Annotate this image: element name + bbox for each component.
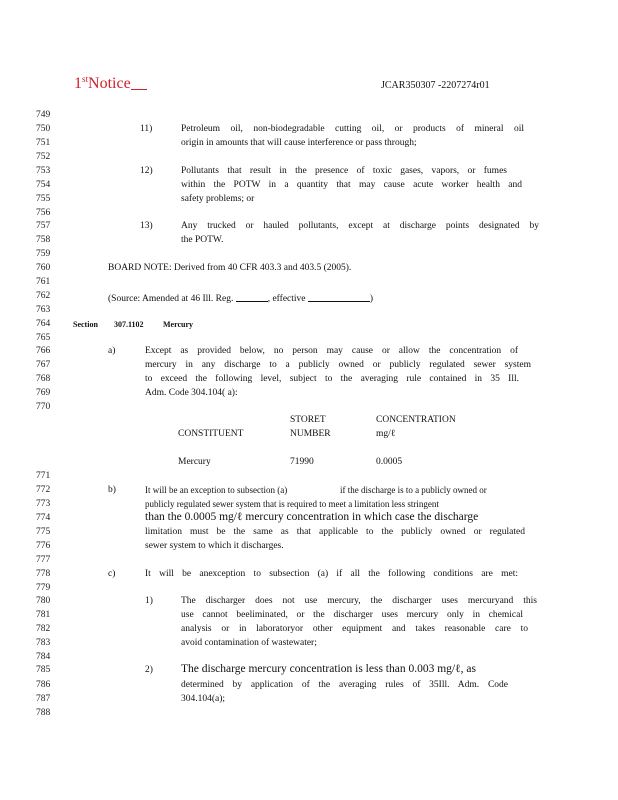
source-date-blank <box>308 291 370 302</box>
line-number: 781 <box>36 610 51 620</box>
line-number: 773 <box>36 499 51 509</box>
line-number: 769 <box>36 388 51 398</box>
line-number: 783 <box>36 638 51 648</box>
line-number: 776 <box>36 541 51 551</box>
item-13-number: 13) <box>140 221 153 231</box>
item-c1-line4: avoid contamination of wastewater; <box>181 638 317 648</box>
line-number: 780 <box>36 596 51 606</box>
line-number: 777 <box>36 555 51 565</box>
table-header-constituent: CONSTITUENT <box>178 429 244 439</box>
line-number: 787 <box>36 694 51 704</box>
line-number: 778 <box>36 569 51 579</box>
para-b-line1a: It will be an exception to subsection (a) <box>145 485 288 495</box>
table-header-storet: STORET <box>290 415 326 425</box>
line-number: 782 <box>36 624 51 634</box>
para-a-line2: mercury in any discharge to a publicly owned or publicly regulated sewer system <box>145 360 531 370</box>
line-number: 763 <box>36 305 51 315</box>
line-number: 772 <box>36 485 51 495</box>
para-a-line1: Except as provided below, no person may cause or allow the concentration of <box>145 346 518 356</box>
line-number: 774 <box>36 513 51 523</box>
item-c1-line1: The discharger does not use mercury, the discharger uses mercuryand this <box>181 596 537 606</box>
para-b-number: b) <box>108 485 116 495</box>
table-cell-concentration: 0.0005 <box>376 457 403 467</box>
board-note: BOARD NOTE: Derived from 40 CFR 403.3 and 403.5 (2005). <box>108 263 352 273</box>
para-a-line3: to exceed the following level, subject to the averaging rule contained in 35 Ill. <box>145 374 519 384</box>
item-12-line2: within the POTW in a quantity that may cause acute worker health and <box>181 180 522 190</box>
line-number: 749 <box>36 110 51 120</box>
document-id: JCAR350307 -2207274r01 <box>381 80 490 91</box>
source-volume-blank <box>236 291 268 302</box>
para-c-number: c) <box>108 569 116 579</box>
line-number: 754 <box>36 180 51 190</box>
line-number: 755 <box>36 194 51 204</box>
item-13-line2: the POTW. <box>181 235 224 245</box>
item-12-line3: safety problems; or <box>181 194 255 204</box>
para-b-line1b: if the discharge is to a publicly owned or <box>340 485 487 495</box>
section-number: 307.1102 <box>114 320 144 329</box>
line-number: 786 <box>36 680 51 690</box>
table-header-number: NUMBER <box>290 429 331 439</box>
line-number: 764 <box>36 319 51 329</box>
notice-label: 1stNotice <box>74 74 147 93</box>
para-b-line2: publicly regulated sewer system that is required to meet a limitation less stringent <box>145 499 439 509</box>
item-11-line2: origin in amounts that will cause interference or pass through; <box>181 138 417 148</box>
line-number: 767 <box>36 360 51 370</box>
table-header-unit: mg/ℓ <box>376 429 396 439</box>
item-c2-number: 2) <box>145 665 153 675</box>
section-label: Section <box>73 320 98 329</box>
section-title: Mercury <box>163 320 194 329</box>
item-c2-line3: 304.104(a); <box>181 694 226 704</box>
item-12-line1: Pollutants that result in the presence of toxic gases, vapors, or fumes <box>181 166 507 176</box>
item-13-line1: Any trucked or hauled pollutants, except at discharge points designated by <box>181 221 539 231</box>
line-number: 756 <box>36 208 51 218</box>
line-number: 768 <box>36 374 51 384</box>
table-cell-constituent: Mercury <box>178 457 211 467</box>
item-12-number: 12) <box>140 166 153 176</box>
item-c1-number: 1) <box>145 596 153 606</box>
line-number: 758 <box>36 235 51 245</box>
line-number: 752 <box>36 152 51 162</box>
line-number: 759 <box>36 249 51 259</box>
item-c2-line1: The discharge mercury concentration is less than 0.003 mg/ℓ, as <box>181 663 476 675</box>
para-a-line4: Adm. Code 304.104( a): <box>145 388 238 398</box>
line-number: 757 <box>36 221 51 231</box>
line-number: 785 <box>36 665 51 675</box>
line-number: 771 <box>36 471 51 481</box>
para-b-line3: than the 0.0005 mg/ℓ mercury concentration in which case the discharge <box>145 511 479 523</box>
table-header-concentration: CONCENTRATION <box>376 415 456 425</box>
line-number: 753 <box>36 166 51 176</box>
table-cell-storet: 71990 <box>290 457 314 467</box>
source-note: (Source: Amended at 46 Ill. Reg. , effective ) <box>108 291 373 304</box>
line-number: 788 <box>36 708 51 718</box>
line-number: 761 <box>36 277 51 287</box>
item-11-number: 11) <box>140 124 153 134</box>
line-number: 770 <box>36 402 51 412</box>
line-number: 762 <box>36 291 51 301</box>
line-number: 779 <box>36 583 51 593</box>
line-number: 766 <box>36 346 51 356</box>
item-c1-line3: analysis or in laboratoryor other equipment and takes reasonable care to <box>181 624 528 634</box>
item-c1-line2: use cannot beeliminated, or the discharger uses mercury only in chemical <box>181 610 523 620</box>
line-number: 760 <box>36 263 51 273</box>
para-b-line5: sewer system to which it discharges. <box>145 541 284 551</box>
line-number: 751 <box>36 138 51 148</box>
line-number: 784 <box>36 652 51 662</box>
line-number: 765 <box>36 333 51 343</box>
line-number: 750 <box>36 124 51 134</box>
para-c-line1: It will be anexception to subsection (a) if all the following conditions are met: <box>145 569 518 579</box>
para-a-number: a) <box>108 346 116 356</box>
line-number: 775 <box>36 527 51 537</box>
item-11-line1: Petroleum oil, non-biodegradable cutting oil, or products of mineral oil <box>181 124 524 134</box>
item-c2-line2: determined by application of the averaging rules of 35Ill. Adm. Code <box>181 680 508 690</box>
para-b-line4: limitation must be the same as that applicable to the publicly owned or regulated <box>145 527 525 537</box>
